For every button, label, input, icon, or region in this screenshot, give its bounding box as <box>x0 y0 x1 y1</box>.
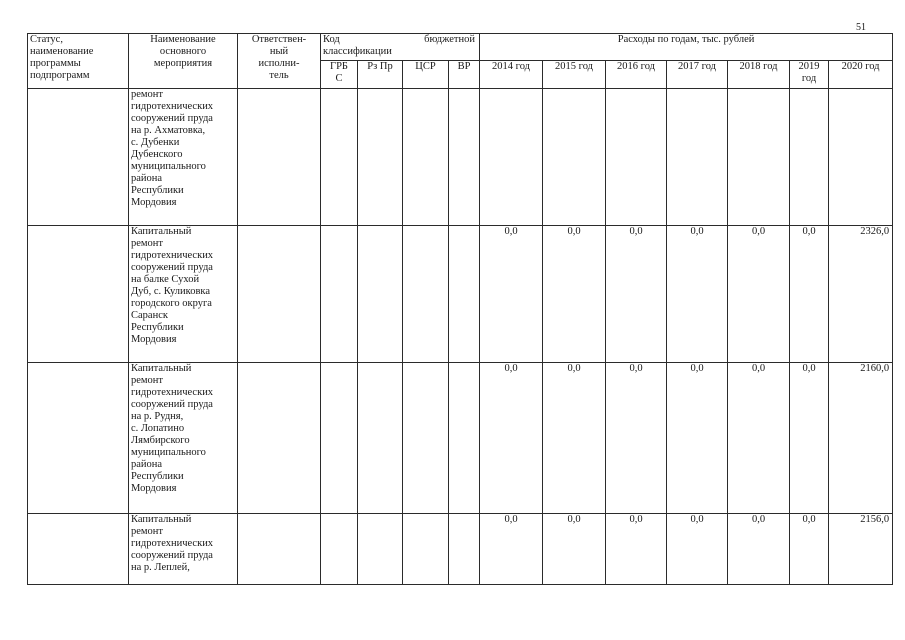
executor-cell <box>238 89 321 226</box>
code-cell <box>358 514 403 585</box>
table-row <box>28 89 893 226</box>
expense-cell: 2160,0 <box>829 363 893 514</box>
year-header: 2017 год <box>667 61 728 89</box>
status-cell <box>28 89 129 226</box>
header-row-1 <box>28 34 893 61</box>
code-cell <box>358 226 403 363</box>
expenses-header: Расходы по годам, тыс. рублей <box>480 34 893 61</box>
executor-cell <box>238 363 321 514</box>
code-cell <box>321 226 358 363</box>
code-cell <box>358 89 403 226</box>
code-header-word1: Код <box>323 34 340 45</box>
expense-cell: 0,0 <box>543 514 606 585</box>
expense-cell: 2326,0 <box>829 226 893 363</box>
expense-cell: 2156,0 <box>829 514 893 585</box>
code-cell <box>403 363 449 514</box>
expense-cell <box>606 89 667 226</box>
budget-code-header <box>321 34 480 61</box>
expense-cell: 0,0 <box>543 363 606 514</box>
expense-cell: 0,0 <box>606 514 667 585</box>
name-header: Наименование основного мероприятия <box>129 34 238 89</box>
table-row <box>28 514 893 585</box>
code-cell <box>321 514 358 585</box>
expense-cell: 0,0 <box>480 514 543 585</box>
table-row <box>28 226 893 363</box>
code-grbs-header: ГРБ С <box>321 61 358 89</box>
expense-cell <box>829 89 893 226</box>
code-cell <box>449 89 480 226</box>
expense-cell: 0,0 <box>667 363 728 514</box>
expense-cell: 0,0 <box>543 226 606 363</box>
code-cell <box>449 363 480 514</box>
activity-name-cell: Капитальный ремонт гидротехнических сооружений пруда на р. Леплей, <box>129 514 238 585</box>
budget-table <box>27 33 893 585</box>
expense-cell <box>480 89 543 226</box>
page-number: 51 <box>856 22 866 33</box>
executor-cell <box>238 226 321 363</box>
expense-cell: 0,0 <box>480 363 543 514</box>
expense-cell: 0,0 <box>790 514 829 585</box>
expense-cell: 0,0 <box>728 363 790 514</box>
expense-cell: 0,0 <box>606 363 667 514</box>
expense-cell: 0,0 <box>728 514 790 585</box>
year-header: 2014 год <box>480 61 543 89</box>
year-header: 2016 год <box>606 61 667 89</box>
expense-cell: 0,0 <box>480 226 543 363</box>
code-cell <box>321 89 358 226</box>
status-cell <box>28 514 129 585</box>
expense-cell <box>667 89 728 226</box>
expense-cell <box>543 89 606 226</box>
expense-cell <box>728 89 790 226</box>
expense-cell: 0,0 <box>667 226 728 363</box>
code-cell <box>449 514 480 585</box>
executor-cell <box>238 514 321 585</box>
year-header: 2015 год <box>543 61 606 89</box>
code-cell <box>321 363 358 514</box>
code-vr-header: ВР <box>449 61 480 89</box>
expense-cell: 0,0 <box>667 514 728 585</box>
code-header-line2: классификации <box>323 46 392 57</box>
expense-cell: 0,0 <box>790 363 829 514</box>
expense-cell <box>790 89 829 226</box>
activity-name-cell: ремонт гидротехнических сооружений пруда на р. Ахматовка, с. Дубенки Дубенского муниципального района Республики Мордовия <box>129 89 238 226</box>
year-header: 2018 год <box>728 61 790 89</box>
expense-cell: 0,0 <box>790 226 829 363</box>
code-cell <box>403 514 449 585</box>
table-row <box>28 363 893 514</box>
status-cell <box>28 363 129 514</box>
code-cell <box>403 89 449 226</box>
code-cell <box>403 226 449 363</box>
expense-cell: 0,0 <box>606 226 667 363</box>
code-rzpr-header: Рз Пр <box>358 61 403 89</box>
year-header: 2019 год <box>790 61 829 89</box>
code-cell <box>358 363 403 514</box>
code-header-word2: бюджетной <box>424 34 476 45</box>
status-cell <box>28 226 129 363</box>
activity-name-cell: Капитальный ремонт гидротехнических сооружений пруда на р. Рудня, с. Лопатино Лямбирского муниципального района Республики Мордовия <box>129 363 238 514</box>
executor-header: Ответствен- ный исполни- тель <box>238 34 321 89</box>
status-header: Статус, наименование программы подпрограмм <box>28 34 129 89</box>
code-cell <box>449 226 480 363</box>
activity-name-cell: Капитальный ремонт гидротехнических сооружений пруда на балке Сухой Дуб, с. Куликовка городского округа Саранск Республики Мордовия <box>129 226 238 363</box>
code-csr-header: ЦСР <box>403 61 449 89</box>
year-header: 2020 год <box>829 61 893 89</box>
expense-cell: 0,0 <box>728 226 790 363</box>
